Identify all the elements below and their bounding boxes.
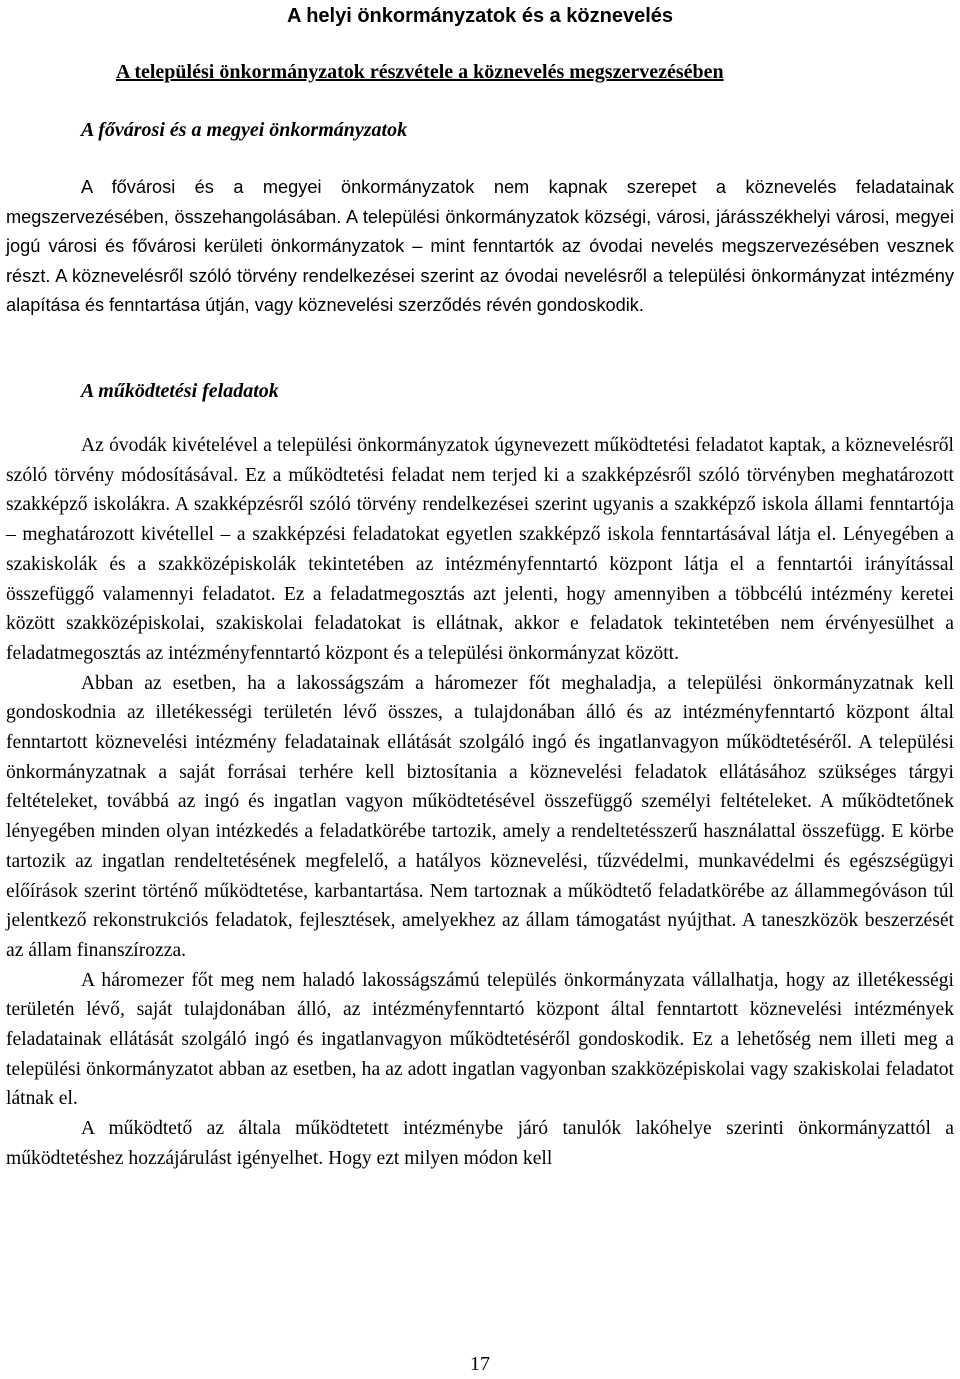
page-number: 17 [470,1353,490,1375]
capitals-paragraph: A fővárosi és a megyei önkormányzatok nem kapnak szerepet a köznevelés feladatainak megszervezésében, összehangolásában. A települési önkormányzatok községi, városi, járásszékhelyi városi, megyei jogú városi és fővárosi kerületi önkormányzatok – mint fenntartók az óvodai nevelés megszervezésében vesznek részt. A köznevelésről szóló törvény rendelkezései szerint az óvodai nevelésről a települési önkormányzat intézmény alapítása és fenntartása útján, vagy köznevelési szerződés révén gondoskodik. [6,177,954,315]
operation-section-body [6,431,954,1174]
document-title: A helyi önkormányzatok és a köznevelés [286,5,674,27]
operation-paragraph-2: Abban az esetben, ha a lakosságszám a háromezer főt meghaladja, a települési önkormányzatnak kell gondoskodnia az illetékességi területén lévő összes, a tulajdonában álló és az intézményfenntartó központ által fenntartott köznevelési intézmény feladatainak ellátását szolgáló ingó és ingatlanvagyon működtetéséről. A települési önkormányzatnak a saját forrásai terhére kell biztosítania a köznevelési feladatok ellátásához szükséges tárgyi feltételeket, továbbá az ingó és ingatlan vagyon működtetésével összefüggő személyi feltételeket. A működtetőnek lényegében minden olyan intézkedés a feladatkörébe tartozik, amely a rendeltetésszerű használattal összefügg. E körbe tartozik az ingatlan rendeltetésének megfelelő, a hatályos köznevelési, tűzvédelmi, munkavédelmi és egészségügyi előírások szerint történő működtetése, karbantartása. Nem tartoznak a működtető feladatkörébe az állammegóváson túl jelentkező rekonstrukciós feladatok, fejlesztések, amelyekhez az állam támogatást nyújthat. A taneszközök beszerzését az állam finanszírozza. [6,672,954,961]
operation-paragraph-3: A háromezer főt meg nem haladó lakosságszámú település önkormányzata vállalhatja, hogy az illetékességi területén lévő, saját tulajdonában álló, az intézményfenntartó központ által fenntartott köznevelési intézmények feladatainak ellátását szolgáló ingó és ingatlanvagyon működtetéséről gondoskodik. Ez a lehetőség nem illeti meg a települési önkormányzatot abban az esetben, ha az adott ingatlan vagyonban szakközépiskolai vagy szakiskolai feladatot látnak el. [6,969,954,1110]
subsection-heading-capitals: A fővárosi és a megyei önkormányzatok [81,119,408,141]
subsection-heading-operation: A működtetési feladatok [81,380,279,402]
document-page [6,0,954,1379]
section-heading: A települési önkormányzatok részvétele a köznevelés megszervezésében [116,61,724,83]
operation-paragraph-4: A működtető az általa működtetett intézménybe járó tanulók lakóhelye szerinti önkormányzattól a működtetéshez hozzájárulást igényelhet. Hogy ezt milyen módon kell [6,1118,954,1169]
operation-paragraph-1: Az óvodák kivételével a települési önkormányzatok úgynevezett működtetési feladatot kaptak, a köznevelésről szóló törvény módosításával. Ez a működtetési feladat nem terjed ki a szakképzésről szóló törvényben meghatározott szakképző iskolákra. A szakképzésről szóló törvény rendelkezései szerint ugyanis a szakképző iskola állami fenntartója – meghatározott kivétellel – a szakképzési feladatokat egyetlen szakképző iskola fenntartásával látja el. Lényegében a szakiskolák és a szakközépiskolák tekintetében az intézményfenntartó központ látja el a fenntartói irányítással összefüggő valamennyi feladatot. Ez a feladatmegosztás azt jelenti, hogy amennyiben a többcélú intézmény keretei között szakközépiskolai, szakiskolai feladatokat is ellátnak, akkor e feladatok tekintetében nem érvényesülhet a feladatmegosztás az intézményfenntartó központ és a települési önkormányzat között. [6,435,954,664]
